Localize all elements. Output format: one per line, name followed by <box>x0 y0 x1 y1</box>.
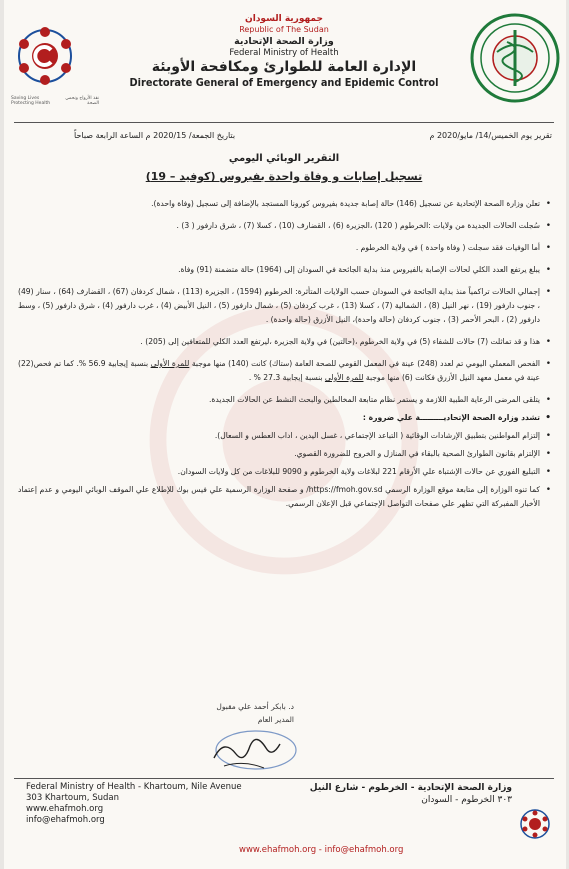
logo-caption-en: Saving Lives Protecting Health <box>11 96 51 106</box>
paragraph-text: يتلقى المرضى الرعاية الطبية اللازمة و يستمر نظام متابعة المخالطين والبحث النشط عن الحالات الجديدة. <box>209 395 540 404</box>
bullet-icon: • <box>545 337 551 347</box>
paragraph <box>18 465 551 479</box>
signatory-name: د. بابكر أحمد علي مقبول <box>216 702 294 711</box>
paragraph-text: التبليغ الفوري عن حالات الإشتباة علي الأرقام 221 لبلاغات ولاية الخرطوم و 9090 للبلاغات من كل ولايات السودان. <box>177 467 540 476</box>
paragraph <box>18 219 551 233</box>
underlined-text: للمرة الأولى <box>150 359 190 368</box>
bullet-icon: • <box>545 265 551 275</box>
paragraph-text: أما الوفيات فقد سجلت ( وفاة واحدة ) في ولاية الخرطوم . <box>355 243 540 252</box>
bullet-icon: • <box>545 287 551 297</box>
footer-web-contact[interactable]: www.ehafmoh.org - info@ehafmoh.org <box>239 845 404 855</box>
paragraph-text: بنسبة إيجابية 27.3 % . <box>248 373 325 382</box>
bullet-icon: • <box>545 359 551 369</box>
paragraph-text: الإلتزام بقانون الطوارئ الصحية بالبقاء في المنازل و الخروج للضرورة القصوي. <box>294 449 540 458</box>
footer-line: وزارة الصحة الإتحادية - الخرطوم - شارع النيل <box>309 783 512 793</box>
report-subtitle: تسجيل إصابات و وفاة واحدة بفيروس (كوفيد – 19) <box>145 170 423 183</box>
bullet-icon: • <box>545 467 551 477</box>
bullet-icon: • <box>545 199 551 209</box>
footer-line: Federal Ministry of Health - Khartoum, Nile Avenue <box>26 782 242 792</box>
bullet-icon: • <box>545 413 551 423</box>
footer-logo-icon <box>519 808 551 840</box>
underlined-text: للمرة الأولى <box>324 373 364 382</box>
paragraph <box>18 483 551 511</box>
bullet-icon: • <box>545 243 551 253</box>
ministry-ar: وزارة الصحة الإتحادية <box>234 36 334 47</box>
country-en: Republic of The Sudan <box>239 25 329 34</box>
signature-stamp-icon <box>194 728 304 774</box>
paragraph-text: تشدد وزارة الصحة الإتحاديـــــــــة علي ضرورة : <box>362 413 540 422</box>
issue-date: بتاريخ الجمعة/ 2020/15 م الساعة الرابعة صباحاً <box>74 131 236 140</box>
ehaf-logo <box>11 22 99 106</box>
footer-rule <box>14 778 554 779</box>
paragraph-text: يبلغ يرتفع العدد الكلي لحالات الإصابة بالفيروس منذ بداية الجائحة في السودان إلى (1964) حالة متضمنة (91) وفاة. <box>178 265 540 274</box>
document-page <box>4 0 566 869</box>
footer-line: ٣٠٣ الخرطوم - السودان <box>421 795 512 805</box>
ministry-emblem-icon <box>469 12 561 104</box>
ehaf-logo-icon <box>11 22 79 92</box>
bullet-icon: • <box>545 449 551 459</box>
paragraph <box>18 411 551 425</box>
footer-address-ar <box>310 782 512 806</box>
bullet-icon: • <box>545 431 551 441</box>
footer-line: info@ehafmoh.org <box>26 815 105 825</box>
country-ar: جمهورية السودان <box>245 14 323 24</box>
ministry-en: Federal Ministry of Health <box>229 48 339 58</box>
bullet-icon: • <box>545 485 551 495</box>
paragraph <box>18 393 551 407</box>
bullet-icon: • <box>545 221 551 231</box>
paragraph-text: إلتزام المواطنين بتطبيق الإرشادات الوقائية ( التباعد الإجتماعي ، غسل اليدين ، اداب العطس و السعال). <box>214 431 540 440</box>
paragraph-text: هذا و قد تماثلت (7) حالات للشفاء (5) في ولاية الخرطوم ،(حالتين) في ولاية الجزيرة ،ليرتفع العدد الكلي للمتعافين إلى (205) . <box>140 337 540 346</box>
paragraph-text: إجمالي الحالات تراكمياً منذ بداية الجائحة في السودان حسب الولايات المتأثرة: الخرطوم (1594) ، الجزيرة (113) ، شمال كردفان (67) ، القضارف (64) ، سنار (49) ، جنوب دارفور (19) ، نهر النيل (8) ، الشمالية (7) ، كسلا (13) ، غرب كردفان (5) ، شمال دارفور (5) ، النيل الأبيض (4) ، غرب دارفور (4) ، شرق دارفور (5) ، وسط دارفور (2) ، البحر الأحمر (3) ، جنوب كردفان (حالة واحدة)، النيل الأزرق (حالة واحدة) . <box>18 287 540 324</box>
bullet-icon: • <box>545 395 551 405</box>
paragraph <box>18 357 551 385</box>
directorate-en: Directorate General of Emergency and Epidemic Control <box>129 77 439 89</box>
report-title: التقرير الوبائي اليومي <box>228 153 340 164</box>
header-rule <box>14 122 554 123</box>
signature-block <box>194 700 294 726</box>
directorate-ar: الإدارة العامة للطوارئ ومكافحة الأوبئة <box>151 59 417 75</box>
signatory-title: المدير العام <box>257 715 294 724</box>
paragraph-text: كما تنوه الوزارة إلى متابعة موقع الوزارة الرسمي https://fmoh.gov.sd/ و صفحة الوزارة الرسمية علي فيس بوك للإطلاع علي الموقف الوبائي اليومي و عدم إعتماد الأخبار المفبركة التي تظهر علي صفحات التواصل الإجتماعي قبل الإعلان الرسمي. <box>18 485 540 508</box>
logo-caption-ar: نقذ الأرواح ونحمي الصحة <box>65 96 99 106</box>
report-body <box>18 197 551 515</box>
paragraph-text: بنسبة إيجابية 56.9 %. كما تم فحص(22) عينة في معمل معهد النيل الأزرق فكانت (6) منها موجبة <box>18 359 540 382</box>
paragraph-text: سُجلت الحالات الجديدة من ولايات :الخرطوم ( 120) ،الجزيرة (6) ، القضارف (10) ، كسلا (7) ، شرق دارفور ( 3) . <box>176 221 540 230</box>
footer-line: www.ehafmoh.org <box>26 804 104 814</box>
footer-line: 303 Khartoum, Sudan <box>26 793 119 803</box>
report-date: تقرير يوم الخميس/14/ مايو/2020 م <box>429 131 552 140</box>
paragraph <box>18 197 551 211</box>
paragraph-text: تعلن وزارة الصحة الإتحادية عن تسجيل (146) حالة إصابة جديدة بفيروس كورونا المستجد بالإضافة إلى تسجيل (وفاة واحدة). <box>151 199 540 208</box>
paragraph <box>18 335 551 349</box>
letterhead <box>114 14 454 90</box>
paragraph <box>18 241 551 255</box>
paragraph <box>18 285 551 327</box>
paragraph <box>18 429 551 443</box>
paragraph <box>18 263 551 277</box>
paragraph <box>18 447 551 461</box>
paragraph-text: الفحص المعملي اليومي تم لعدد (248) عينة في المعمل القومي للصحة العامة (ستاك) كانت (140) منها موجبة <box>189 359 540 368</box>
footer-address-en <box>26 782 242 826</box>
